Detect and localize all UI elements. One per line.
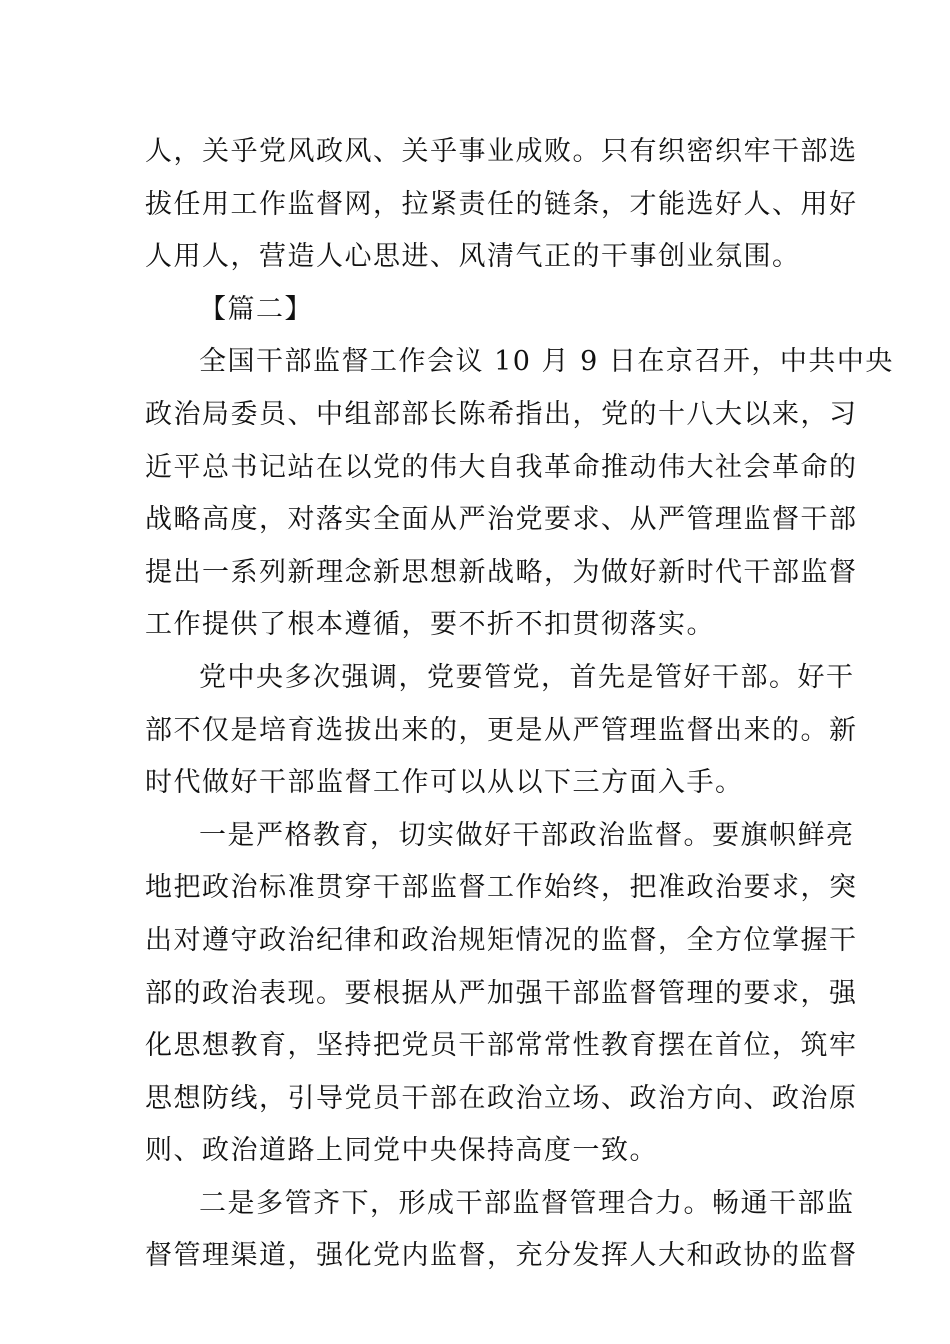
text-line: 则、政治道路上同党中央保持高度一致。 [145, 1135, 658, 1167]
text-line: 人用人，营造人心思进、风清气正的干事创业氛围。 [145, 241, 801, 273]
text-line: 思想防线，引导党员干部在政治立场、政治方向、政治原 [145, 1082, 858, 1114]
text-line: 二是多管齐下，形成干部监督管理合力。畅通干部监 [199, 1187, 855, 1219]
text-line: 人，关乎党风政风、关乎事业成败。只有织密织牢干部选 [145, 136, 858, 167]
text-line: 全国干部监督工作会议 10 月 9 日在京召开，中共中央 [199, 346, 894, 378]
text-line: 部的政治表现。要根据从严加强干部监督管理的要求，强 [145, 977, 858, 1009]
text-line: 出对遵守政治纪律和政治规矩情况的监督，全方位掌握干 [145, 924, 858, 956]
text-line: 政治局委员、中组部部长陈希指出，党的十八大以来，习 [145, 398, 858, 430]
text-line: 化思想教育，坚持把党员干部常常性教育摆在首位，筑牢 [145, 1030, 858, 1062]
text-line: 提出一系列新理念新思想新战略，为做好新时代干部监督 [145, 556, 858, 588]
text-line: 时代做好干部监督工作可以从以下三方面入手。 [145, 767, 744, 799]
text-line: 一是严格教育，切实做好干部政治监督。要旗帜鲜亮 [199, 819, 855, 851]
text-line: 拔任用工作监督网，拉紧责任的链条，才能选好人、用好 [145, 188, 858, 220]
text-line: 部不仅是培育选拔出来的，更是从严管理监督出来的。新 [145, 714, 858, 746]
text-line: 工作提供了根本遵循，要不折不扣贯彻落实。 [145, 609, 715, 641]
document-body [145, 126, 894, 1283]
section-heading: 【篇二】 [199, 293, 313, 325]
text-line: 战略高度，对落实全面从严治党要求、从严管理监督干部 [145, 504, 858, 536]
text-line: 督管理渠道，强化党内监督，充分发挥人大和政协的监督 [145, 1240, 858, 1272]
text-line: 地把政治标准贯穿干部监督工作始终，把准政治要求，突 [145, 872, 858, 904]
text-line: 近平总书记站在以党的伟大自我革命推动伟大社会革命的 [145, 451, 858, 483]
text-line: 党中央多次强调，党要管党，首先是管好干部。好干 [199, 661, 855, 693]
